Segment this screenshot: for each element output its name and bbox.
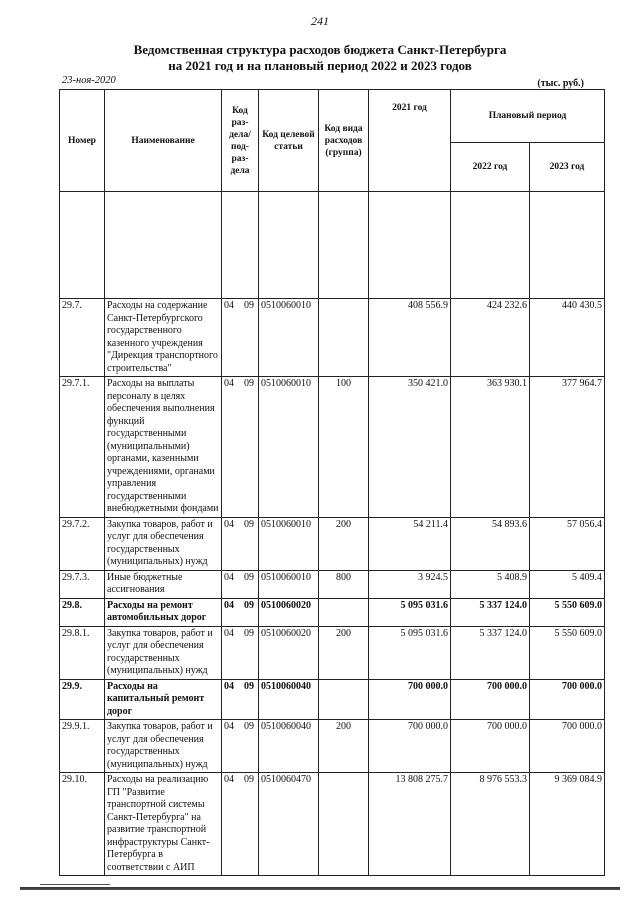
row-podrazdel-code: 09 (244, 599, 254, 611)
row-name: Расходы на реализацию ГП "Развитие транспортной системы Санкт-Петербурга" на развитие транспортной инфраструктуры Санкт-Петербурга в соответствии с АИП (105, 773, 222, 876)
row-name: Расходы на ремонт автомобильных дорог (105, 598, 222, 626)
row-2022-value: 5 408.9 (451, 570, 530, 598)
row-2023-value: 5 550 609.0 (530, 598, 605, 626)
budget-table (59, 89, 605, 876)
row-2022-value: 5 337 124.0 (451, 626, 530, 679)
row-vid-code (319, 299, 369, 377)
row-number: 29.7.2. (60, 517, 105, 570)
row-name: Расходы на выплаты персоналу в целях обеспечения выполнения функций государственными (муниципальными) органами, казенными учреждениями, органами управления государственными внебюджетными фондами (105, 377, 222, 518)
row-podrazdel-code: 09 (244, 680, 254, 692)
row-2022-value: 700 000.0 (451, 720, 530, 773)
row-target-code: 0510060040 (259, 679, 319, 720)
row-target-code: 0510060040 (259, 720, 319, 773)
row-name: Расходы на капитальный ремонт дорог (105, 679, 222, 720)
table-row (60, 773, 605, 876)
row-name: Расходы на содержание Санкт-Петербургского государственного казенного учреждения "Дирекция транспортного строительства" (105, 299, 222, 377)
row-razdel-code: 04 (224, 571, 234, 583)
row-2021-value: 408 556.9 (369, 299, 451, 377)
row-razdel-code: 04 (224, 721, 234, 732)
row-2021-value: 5 095 031.6 (369, 598, 451, 626)
row-podrazdel-code: 09 (244, 571, 254, 583)
header-target: Код целевой статьи (259, 90, 319, 192)
row-razdel-code: 04 (224, 300, 234, 311)
row-number: 29.8.1. (60, 626, 105, 679)
title-line-1: Ведомственная структура расходов бюджета Санкт-Петербурга (133, 42, 507, 57)
header-vid: Код вида расходов (группа) (319, 90, 369, 192)
row-target-code: 0510060010 (259, 517, 319, 570)
table-spacer-row (60, 192, 605, 299)
table-row (60, 720, 605, 773)
row-2021-value: 13 808 275.7 (369, 773, 451, 876)
row-razdel-code: 04 (224, 518, 234, 530)
row-2023-value: 5 550 609.0 (530, 626, 605, 679)
row-name: Закупка товаров, работ и услуг для обеспечения государственных (муниципальных) нужд (105, 517, 222, 570)
row-2021-value: 700 000.0 (369, 679, 451, 720)
table-body (60, 192, 605, 876)
row-2021-value: 54 211.4 (369, 517, 451, 570)
header-razdel: Код раз-дела/ под-раз-дела (222, 90, 259, 192)
table-row (60, 517, 605, 570)
row-razdel (222, 570, 259, 598)
row-podrazdel-code: 09 (244, 774, 254, 785)
row-2022-value: 54 893.6 (451, 517, 530, 570)
row-number: 29.7.3. (60, 570, 105, 598)
row-razdel (222, 679, 259, 720)
row-vid-code: 200 (319, 720, 369, 773)
table-row (60, 626, 605, 679)
row-2023-value: 700 000.0 (530, 679, 605, 720)
row-target-code: 0510060020 (259, 626, 319, 679)
row-razdel (222, 598, 259, 626)
row-name: Закупка товаров, работ и услуг для обеспечения государственных (муниципальных) нужд (105, 720, 222, 773)
row-number: 29.9.1. (60, 720, 105, 773)
row-2023-value: 9 369 084.9 (530, 773, 605, 876)
row-number: 29.7. (60, 299, 105, 377)
row-2021-value: 700 000.0 (369, 720, 451, 773)
document-title (0, 42, 640, 74)
row-number: 29.10. (60, 773, 105, 876)
table-row (60, 598, 605, 626)
row-2023-value: 5 409.4 (530, 570, 605, 598)
header-2022: 2022 год (451, 142, 530, 191)
row-2022-value: 363 930.1 (451, 377, 530, 518)
row-vid-code (319, 773, 369, 876)
row-razdel (222, 377, 259, 518)
row-2021-value: 3 924.5 (369, 570, 451, 598)
row-razdel (222, 626, 259, 679)
bottom-rule (20, 887, 620, 890)
row-vid-code (319, 598, 369, 626)
document-date: 23-ноя-2020 (62, 75, 116, 86)
row-target-code: 0510060470 (259, 773, 319, 876)
row-2021-value: 350 421.0 (369, 377, 451, 518)
row-2022-value: 700 000.0 (451, 679, 530, 720)
row-number: 29.7.1. (60, 377, 105, 518)
row-podrazdel-code: 09 (244, 518, 254, 530)
row-target-code: 0510060020 (259, 598, 319, 626)
page-number: 241 (311, 14, 329, 28)
title-line-2: на 2021 год и на плановый период 2022 и 2023 годов (168, 58, 472, 73)
row-2022-value: 424 232.6 (451, 299, 530, 377)
row-2021-value: 5 095 031.6 (369, 626, 451, 679)
row-podrazdel-code: 09 (244, 378, 254, 389)
row-razdel (222, 720, 259, 773)
header-2021: 2021 год (369, 90, 451, 192)
row-vid-code: 200 (319, 517, 369, 570)
row-number: 29.9. (60, 679, 105, 720)
row-target-code: 0510060010 (259, 299, 319, 377)
header-number: Номер (60, 90, 105, 192)
row-2023-value: 377 964.7 (530, 377, 605, 518)
row-razdel-code: 04 (224, 774, 234, 785)
table-row (60, 570, 605, 598)
row-razdel-code: 04 (224, 378, 234, 389)
row-2022-value: 5 337 124.0 (451, 598, 530, 626)
row-target-code: 0510060010 (259, 570, 319, 598)
bottom-rule-short (40, 884, 110, 885)
row-name: Закупка товаров, работ и услуг для обеспечения государственных (муниципальных) нужд (105, 626, 222, 679)
row-vid-code (319, 679, 369, 720)
row-vid-code: 200 (319, 626, 369, 679)
table-row (60, 299, 605, 377)
row-vid-code: 100 (319, 377, 369, 518)
row-razdel-code: 04 (224, 599, 234, 611)
row-podrazdel-code: 09 (244, 721, 254, 732)
row-2022-value: 8 976 553.3 (451, 773, 530, 876)
units-label: (тыс. руб.) (537, 78, 584, 89)
row-razdel (222, 773, 259, 876)
row-2023-value: 700 000.0 (530, 720, 605, 773)
row-razdel-code: 04 (224, 680, 234, 692)
row-2023-value: 440 430.5 (530, 299, 605, 377)
row-razdel (222, 517, 259, 570)
row-2023-value: 57 056.4 (530, 517, 605, 570)
header-plan-period: Плановый период (451, 90, 605, 143)
table-header (60, 90, 605, 192)
table-row (60, 679, 605, 720)
table-row (60, 377, 605, 518)
row-target-code: 0510060010 (259, 377, 319, 518)
row-razdel (222, 299, 259, 377)
header-2023: 2023 год (530, 142, 605, 191)
row-razdel-code: 04 (224, 627, 234, 639)
row-vid-code: 800 (319, 570, 369, 598)
row-name: Иные бюджетные ассигнования (105, 570, 222, 598)
row-number: 29.8. (60, 598, 105, 626)
row-podrazdel-code: 09 (244, 300, 254, 311)
row-podrazdel-code: 09 (244, 627, 254, 639)
header-name: Наименование (105, 90, 222, 192)
